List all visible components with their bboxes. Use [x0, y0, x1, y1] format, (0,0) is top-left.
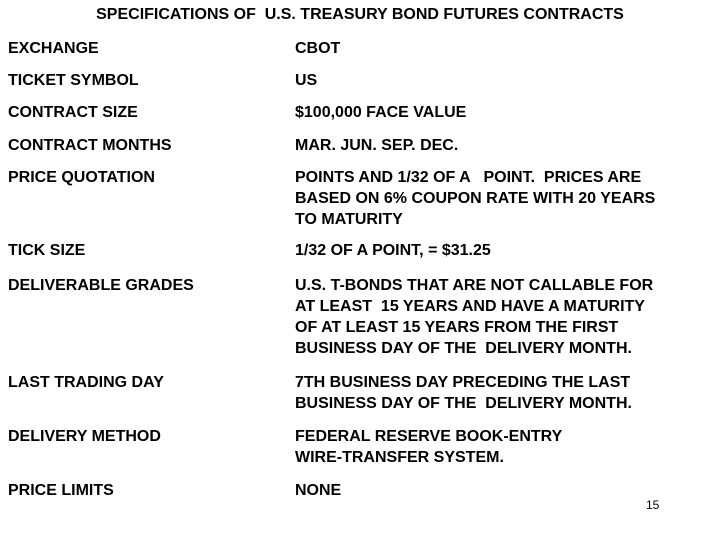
spec-value-line: U.S. T-BONDS THAT ARE NOT CALLABLE FOR: [295, 277, 654, 294]
spec-value: [295, 102, 710, 123]
spec-value-line: $100,000 FACE VALUE: [295, 104, 467, 121]
spec-value-line: 7TH BUSINESS DAY PRECEDING THE LAST: [295, 374, 631, 391]
spec-value: [295, 426, 710, 468]
spec-value: [295, 70, 710, 91]
spec-value-line: NONE: [295, 482, 342, 499]
spec-label: PRICE LIMITS: [8, 482, 114, 499]
spec-value: [295, 135, 710, 156]
spec-value-line: BASED ON 6% COUPON RATE WITH 20 YEARS: [295, 190, 656, 207]
spec-value: [295, 372, 710, 414]
spec-value-line: MAR. JUN. SEP. DEC.: [295, 137, 459, 154]
spec-label: EXCHANGE: [8, 40, 99, 57]
spec-label: TICKET SYMBOL: [8, 72, 139, 89]
spec-value-line: WIRE-TRANSFER SYSTEM.: [295, 449, 504, 466]
spec-value: [295, 167, 710, 230]
spec-label: TICK SIZE: [8, 242, 86, 259]
spec-label: CONTRACT MONTHS: [8, 137, 172, 154]
spec-label: LAST TRADING DAY: [8, 374, 164, 391]
spec-value-line: 1/32 OF A POINT, = $31.25: [295, 242, 491, 259]
spec-value-line: BUSINESS DAY OF THE DELIVERY MONTH.: [295, 340, 632, 357]
spec-value: [295, 275, 710, 359]
spec-label: DELIVERABLE GRADES: [8, 277, 194, 294]
spec-value-line: FEDERAL RESERVE BOOK-ENTRY: [295, 428, 563, 445]
spec-value-line: TO MATURITY: [295, 211, 403, 228]
spec-value-line: AT LEAST 15 YEARS AND HAVE A MATURITY: [295, 298, 645, 315]
spec-value-line: OF AT LEAST 15 YEARS FROM THE FIRST: [295, 319, 619, 336]
spec-value: [295, 38, 710, 59]
page-number: 15: [646, 498, 660, 512]
spec-value-line: POINTS AND 1/32 OF A POINT. PRICES ARE: [295, 169, 642, 186]
spec-label: PRICE QUOTATION: [8, 169, 155, 186]
spec-value: [295, 240, 710, 261]
page-title: SPECIFICATIONS OF U.S. TREASURY BOND FUTURES CONTRACTS: [96, 6, 624, 23]
spec-value-line: BUSINESS DAY OF THE DELIVERY MONTH.: [295, 395, 632, 412]
spec-value-line: US: [295, 72, 318, 89]
spec-label: CONTRACT SIZE: [8, 104, 138, 121]
spec-label: DELIVERY METHOD: [8, 428, 161, 445]
spec-value-line: CBOT: [295, 40, 341, 57]
